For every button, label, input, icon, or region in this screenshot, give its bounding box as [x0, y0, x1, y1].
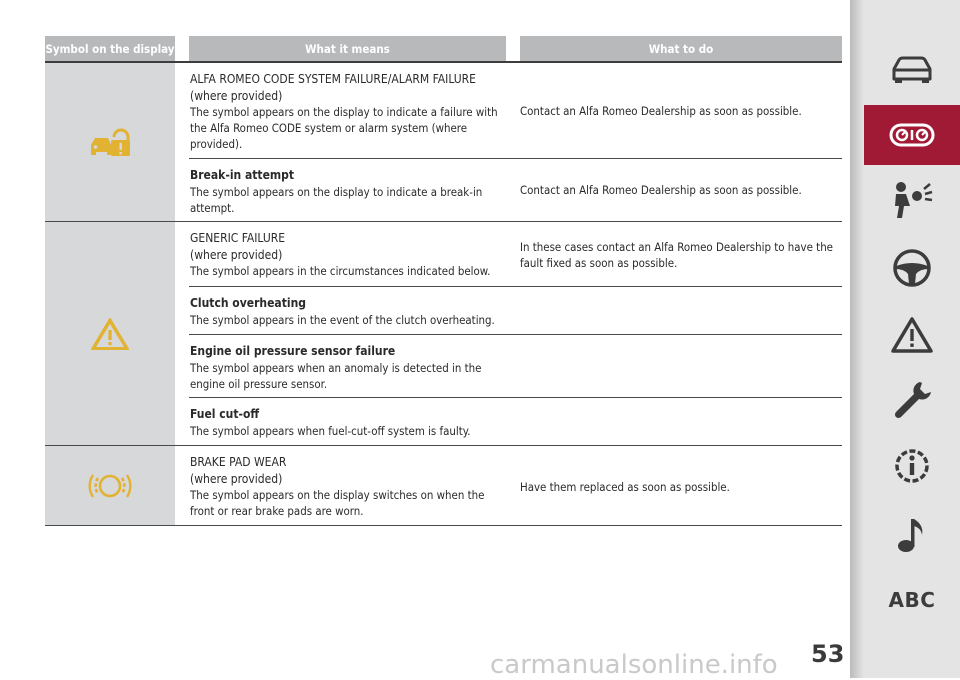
- music-note-icon: [894, 515, 930, 555]
- row-text: The symbol appears on the display switches on when the front or rear brake pads are worn.: [190, 488, 485, 518]
- row-text: The symbol appears in the event of the clutch overheating.: [190, 313, 495, 327]
- row-text: The symbol appears on the display to indicate a failure with the Alfa Romeo CODE system or alarm system (where provided).: [190, 105, 498, 151]
- sidebar-item-instruments[interactable]: [864, 105, 960, 165]
- instrument-panel-icon: [889, 122, 935, 148]
- row-break-in: [190, 167, 508, 216]
- symbol-cell-brake: [45, 446, 175, 525]
- row-title: Clutch overheating: [190, 296, 306, 310]
- row-divider: [189, 158, 842, 159]
- sidebar-item-car[interactable]: [864, 40, 960, 100]
- row-generic-failure: [190, 230, 508, 279]
- alfa-code-alarm-icon: [88, 125, 132, 159]
- sidebar-item-technical[interactable]: [864, 436, 960, 496]
- header-meaning: What it means: [189, 36, 506, 61]
- page-number: 53: [811, 640, 845, 668]
- row-subtitle: (where provided): [190, 248, 283, 262]
- chapter-sidebar: [850, 0, 960, 678]
- row-text: The symbol appears when fuel-cut-off system is faulty.: [190, 424, 471, 438]
- row-action: Have them replaced as soon as possible.: [520, 480, 730, 494]
- wrench-icon: [890, 378, 934, 422]
- sidebar-index-label: ABC: [888, 588, 936, 612]
- row-title: Break-in attempt: [190, 168, 295, 182]
- row-action: In these cases contact an Alfa Romeo Dealership to have the fault fixed as soon as possible.: [520, 240, 833, 270]
- row-action: Contact an Alfa Romeo Dealership as soon as possible.: [520, 104, 802, 118]
- row-title: GENERIC FAILURE: [190, 231, 286, 245]
- sidebar-item-servicing[interactable]: [864, 370, 960, 430]
- row-code-failure: [190, 71, 508, 152]
- row-subtitle: (where provided): [190, 472, 283, 486]
- row-title: Fuel cut-off: [190, 407, 260, 421]
- row-subtitle: (where provided): [190, 89, 283, 103]
- row-fuel-cutoff: [190, 406, 508, 439]
- row-divider: [189, 334, 842, 335]
- warning-icon: [890, 316, 934, 354]
- row-text: The symbol appears when an anomaly is detected in the engine oil pressure sensor.: [190, 361, 482, 391]
- technical-data-icon: [890, 444, 934, 488]
- row-brake-pad: [190, 454, 508, 519]
- table-bottom-rule: [45, 525, 842, 526]
- row-title: ALFA ROMEO CODE SYSTEM FAILURE/ALARM FAILURE: [190, 72, 476, 86]
- steering-wheel-icon: [892, 248, 932, 288]
- row-divider: [189, 286, 842, 287]
- airbag-safety-icon: [890, 180, 934, 220]
- warning-triangle-icon: [90, 317, 130, 351]
- watermark: carmanualsonline.info: [490, 650, 778, 680]
- row-action: Contact an Alfa Romeo Dealership as soon as possible.: [520, 183, 802, 197]
- car-icon: [890, 55, 934, 85]
- brake-pad-wear-icon: [87, 469, 133, 503]
- row-title: BRAKE PAD WEAR: [190, 455, 287, 469]
- row-clutch: [190, 295, 508, 328]
- sidebar-item-safety[interactable]: [864, 170, 960, 230]
- row-title: Engine oil pressure sensor failure: [190, 344, 396, 358]
- row-text: The symbol appears in the circumstances indicated below.: [190, 264, 491, 278]
- sidebar-item-driving[interactable]: [864, 238, 960, 298]
- header-action: What to do: [520, 36, 842, 61]
- sidebar-item-emergency[interactable]: [864, 305, 960, 365]
- row-divider: [189, 397, 842, 398]
- sidebar-item-index[interactable]: [864, 570, 960, 630]
- sidebar-item-multimedia[interactable]: [864, 505, 960, 565]
- symbol-cell-code: [45, 63, 175, 221]
- row-text: The symbol appears on the display to indicate a break-in attempt.: [190, 185, 483, 215]
- symbol-cell-generic: [45, 222, 175, 445]
- header-symbol: Symbol on the display: [45, 36, 175, 61]
- row-oil-sensor: [190, 343, 508, 392]
